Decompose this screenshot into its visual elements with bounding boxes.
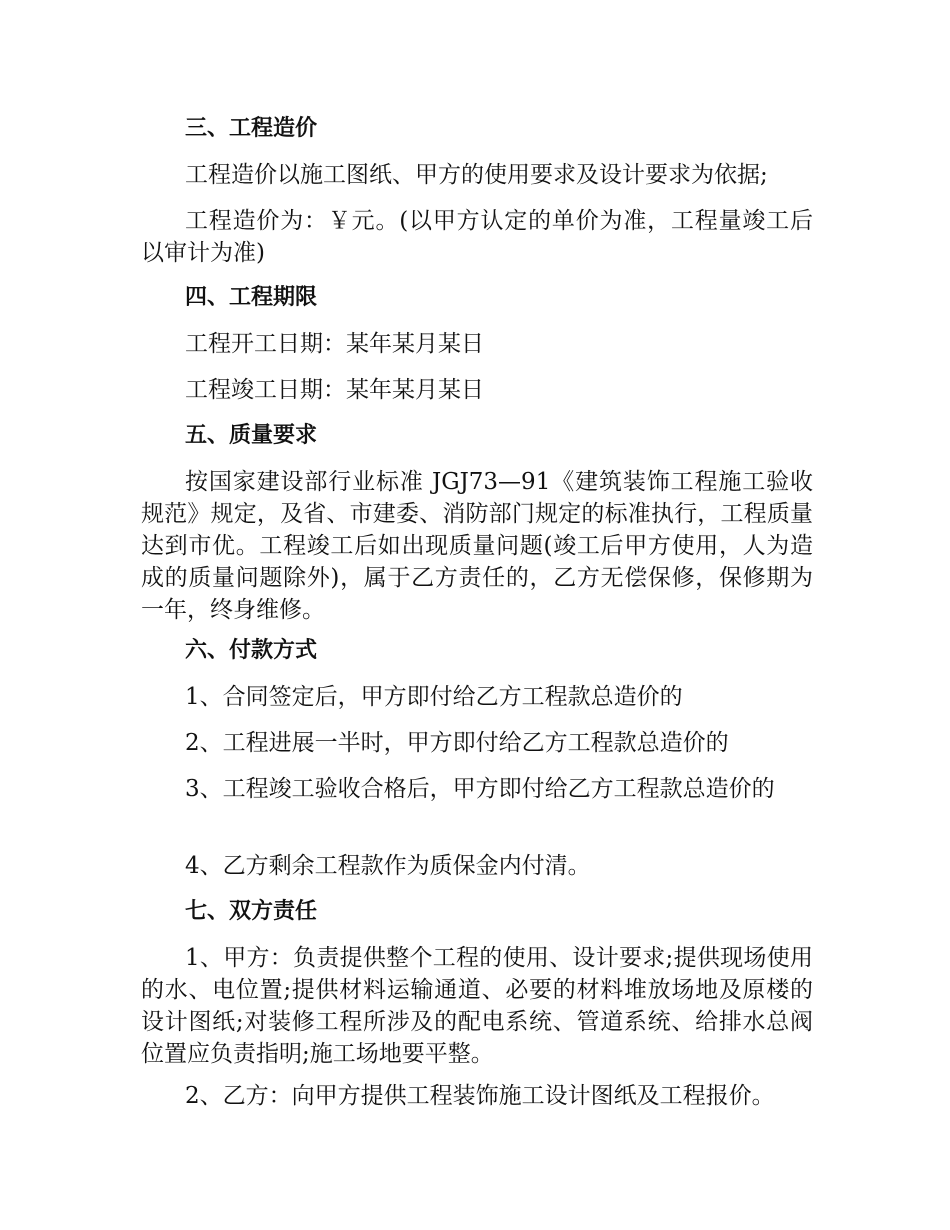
responsibility-item-2: 2、乙方：向甲方提供工程装饰施工设计图纸及工程报价。 [185, 1083, 775, 1109]
section-4-end-date: 工程竣工日期：某年某月某日 [185, 377, 484, 403]
payment-item-1: 1、合同签定后，甲方即付给乙方工程款总造价的 [185, 684, 683, 710]
section-7-heading: 七、双方责任 [185, 899, 318, 924]
payment-item-4: 4、乙方剩余工程款作为质保金内付清。 [185, 853, 591, 879]
payment-item-2: 2、工程进展一半时，甲方即付给乙方工程款总造价的 [185, 730, 729, 756]
payment-item-3: 3、工程竣工验收合格后，甲方即付给乙方工程款总造价的 [185, 776, 775, 802]
section-3-paragraph-2: 工程造价为：￥元。(以甲方认定的单价为准，工程量竣工后以审计为准) [141, 208, 813, 266]
section-4-start-date: 工程开工日期：某年某月某日 [185, 331, 484, 357]
section-4-heading: 四、工程期限 [185, 285, 318, 310]
section-3-heading: 三、工程造价 [185, 116, 318, 141]
section-5-paragraph: 按国家建设部行业标准 JGJ73—91《建筑装饰工程施工验收规范》规定，及省、市建委、消防部门规定的标准执行，工程质量达到市优。工程竣工后如出现质量问题(竣工后甲方使用，人为造成的质量问题除外)，属于乙方责任的，乙方无偿保修，保修期为一年，终身维修。 [141, 469, 813, 623]
responsibility-item-1: 1、甲方：负责提供整个工程的使用、设计要求;提供现场使用的水、电位置;提供材料运输通道、必要的材料堆放场地及原楼的设计图纸;对装修工程所涉及的配电系统、管道系统、给排水总阀位置应负责指明;施工场地要平整。 [141, 945, 813, 1067]
section-5-heading: 五、质量要求 [185, 423, 318, 448]
section-6-heading: 六、付款方式 [185, 638, 318, 663]
section-3-paragraph-1: 工程造价以施工图纸、甲方的使用要求及设计要求为依据; [185, 162, 768, 188]
